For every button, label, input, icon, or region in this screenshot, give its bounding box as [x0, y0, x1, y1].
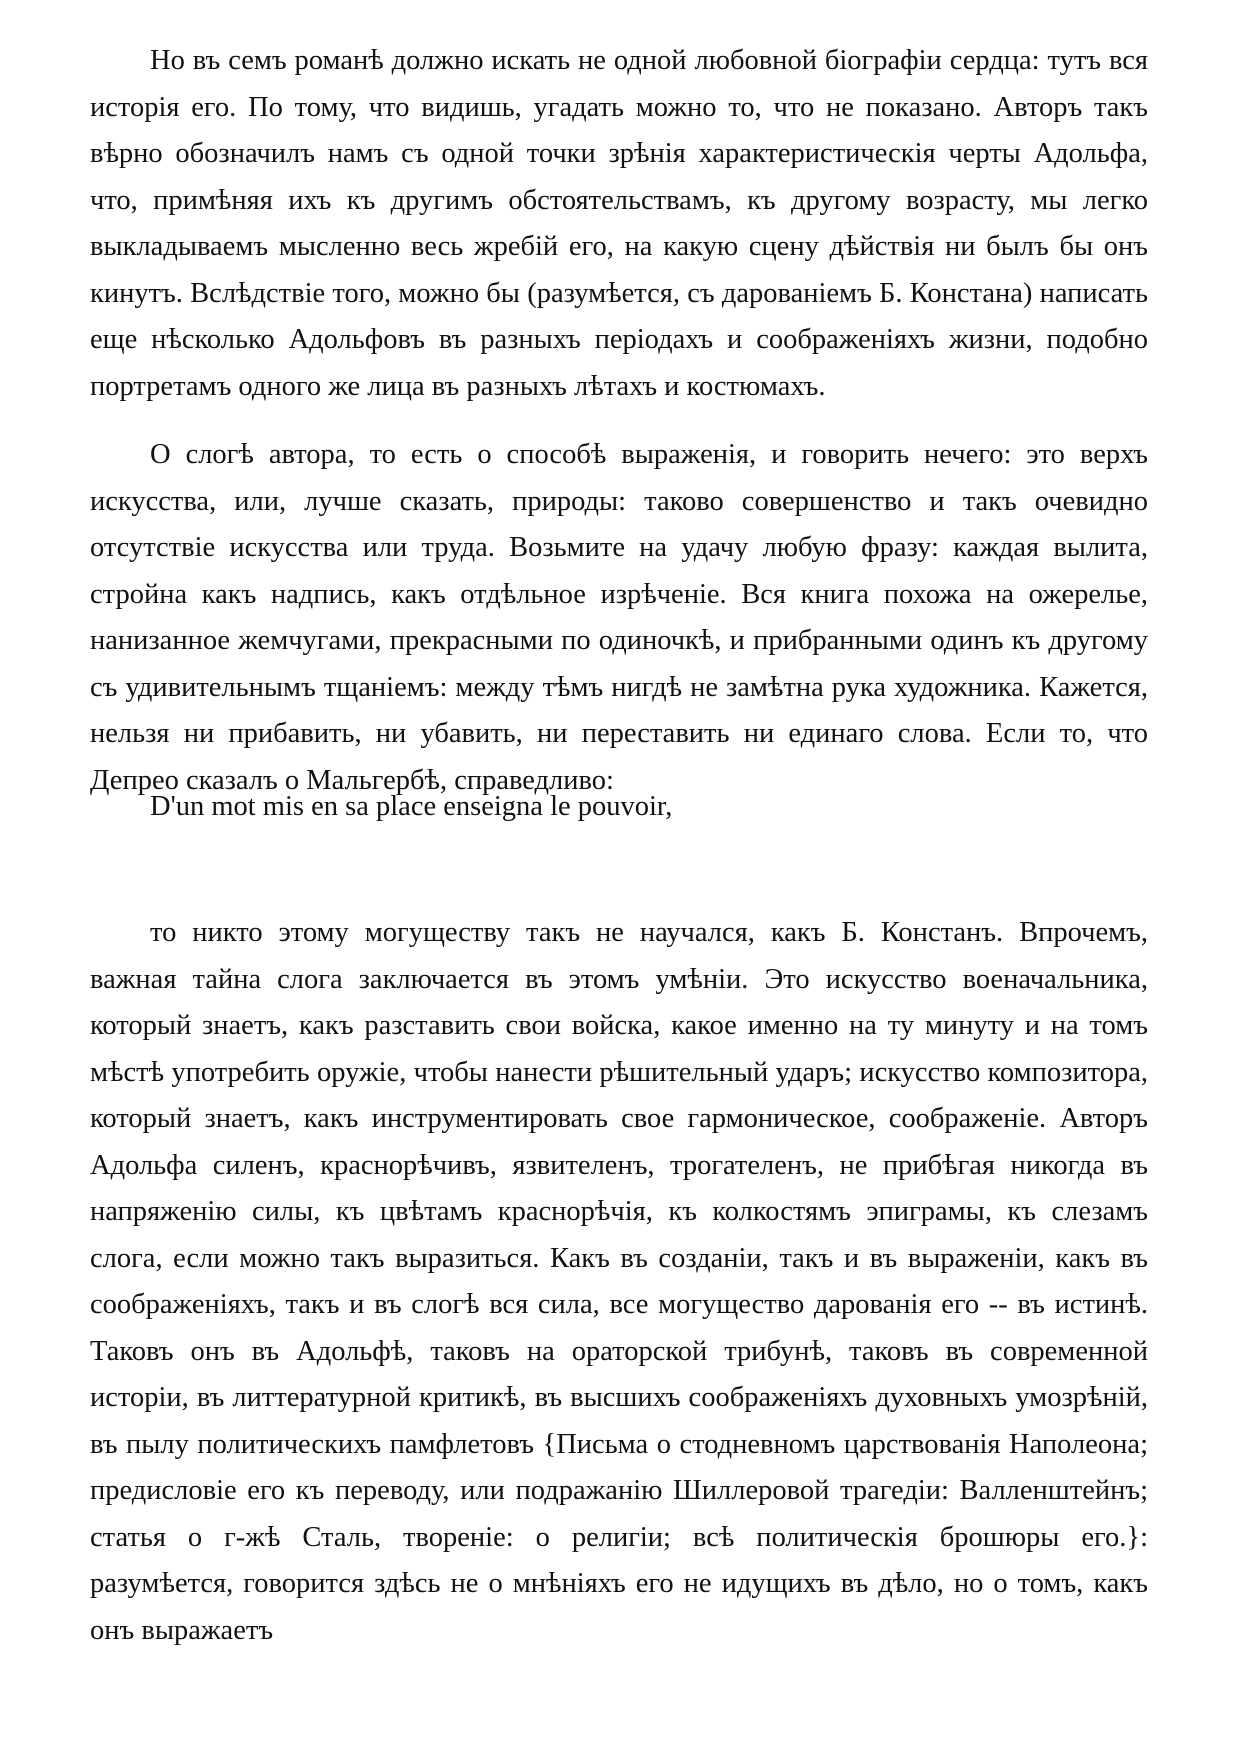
- verse-line: D'un mot mis en sa place enseigna le pouvoir,: [150, 791, 673, 822]
- paragraph-3-block: [90, 910, 1148, 1654]
- paragraph-1-block: [90, 38, 1148, 410]
- paragraph-2-block: [90, 432, 1148, 804]
- paragraph-2: О слогѣ автора, то есть о способѣ выраженія, и говорить нечего: это верхъ искусства, или, лучше сказать, природы: таково совершенство и такъ очевидно отсутствіе искусства или труда. Возьмите на удачу любую фразу: каждая вылита, стройна какъ надпись, какъ отдѣльное изрѣченіе. Вся книга похожа на ожерелье, нанизанное жемчугами, прекрасными по одиночкѣ, и прибранными одинъ къ другому съ удивительнымъ тщаніемъ: между тѣмъ нигдѣ не замѣтна рука художника. Кажется, нельзя ни прибавить, ни убавить, ни переставить ни единаго слова. Если то, что Депрео сказалъ о Мальгербѣ, справедливо:: [90, 439, 1148, 796]
- paragraph-3: то никто этому могуществу такъ не научался, какъ Б. Констанъ. Впрочемъ, важная тайна слога заключается въ этомъ умѣніи. Это искусство военачальника, который знаетъ, какъ разставить свои войска, какое именно на ту минуту и на томъ мѣстѣ употребить оружіе, чтобы нанести рѣшительный ударъ; искусство композитора, который знаетъ, какъ инструментировать свое гармоническое, соображеніе. Авторъ Адольфа силенъ, краснорѣчивъ, язвителенъ, трогателенъ, не прибѣгая никогда въ напряженію силы, къ цвѣтамъ краснорѣчія, къ колкостямъ эпиграмы, къ слезамъ слога, если можно такъ выразиться. Какъ въ созданіи, такъ и въ выраженіи, какъ въ соображеніяхъ, такъ и въ слогѣ вся сила, все могущество дарованія его -- въ истинѣ. Таковъ онъ въ Адольфѣ, таковъ на ораторской трибунѣ, таковъ въ современной исторіи, въ литтературной критикѣ, въ высшихъ соображеніяхъ духовныхъ умозрѣній, въ пылу политическихъ памфлетовъ {Письма о стодневномъ царствованія Наполеона; предисловіе его къ переводу, или подражанію Шиллеровой трагедіи: Валленштейнъ; статья о г-жѣ Сталь, твореніе: о религіи; всѣ политическія брошюры его.}: разумѣется, говорится здѣсь не о мнѣніяхъ его не идущихъ въ дѣло, но о томъ, какъ онъ выражаетъ: [90, 917, 1148, 1646]
- verse-block: [90, 784, 1148, 831]
- paragraph-1: Но въ семъ романѣ должно искать не одной любовной біографіи сердца: тутъ вся исторія его. По тому, что видишь, угадать можно то, что не показано. Авторъ такъ вѣрно обозначилъ намъ съ одной точки зрѣнія характеристическія черты Адольфа, что, примѣняя ихъ къ другимъ обстоятельствамъ, къ другому возрасту, мы легко выкладываемъ мысленно весь жребій его, на какую сцену дѣйствія ни былъ бы онъ кинутъ. Вслѣдствіе того, можно бы (разумѣется, съ дарованіемъ Б. Констана) написать еще нѣсколько Адольфовъ въ разныхъ періодахъ и соображеніяхъ жизни, подобно портретамъ одного же лица въ разныхъ лѣтахъ и костюмахъ.: [90, 45, 1148, 402]
